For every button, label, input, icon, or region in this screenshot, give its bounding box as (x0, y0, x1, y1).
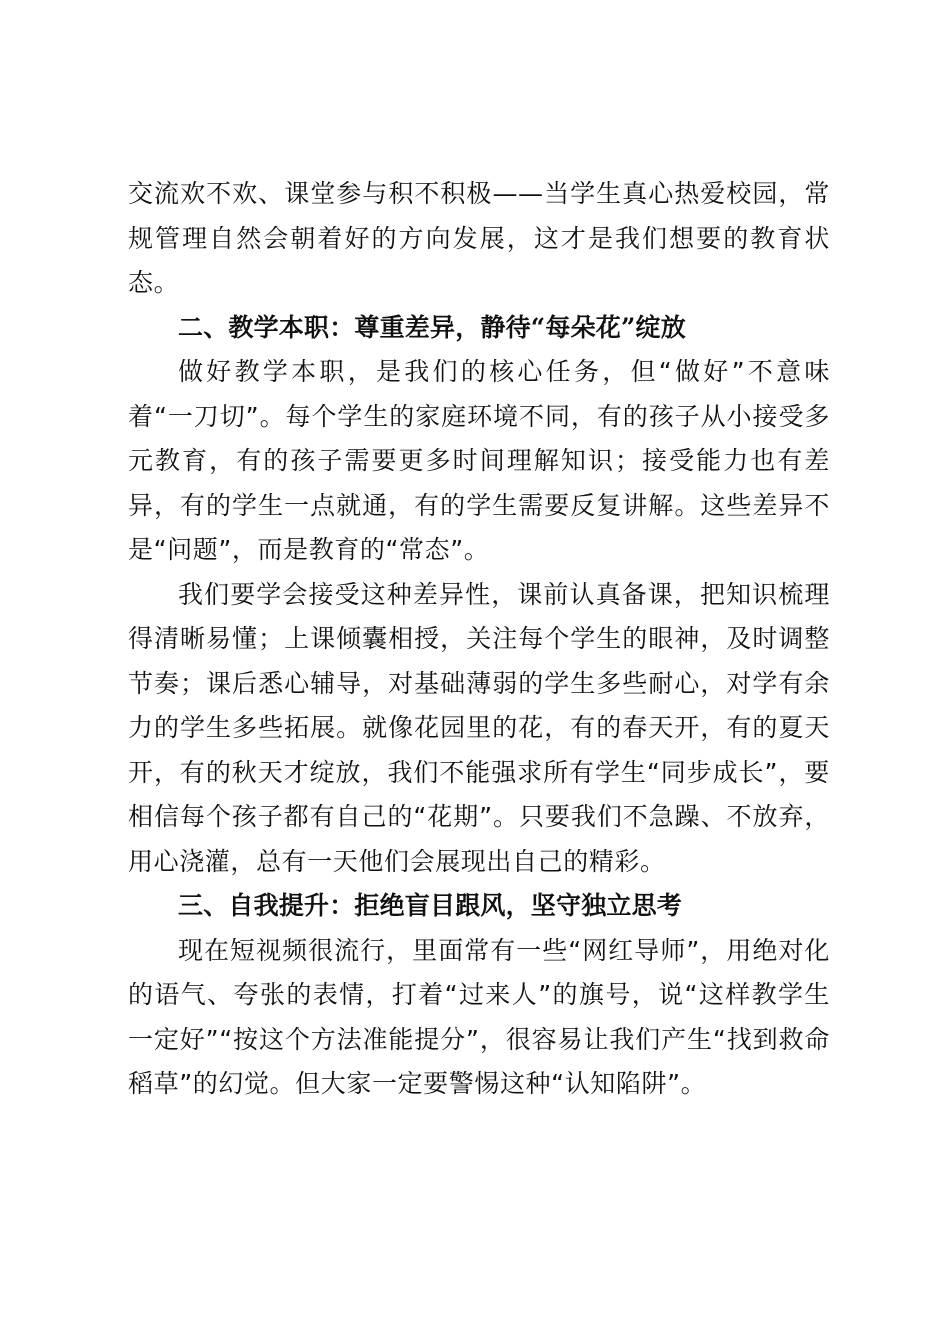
section-heading-teaching-duty: 二、教学本职：尊重差异，静待“每朵花”绽放 (178, 312, 686, 342)
document-body (128, 172, 830, 1107)
section-heading-self-improvement: 三、自我提升：拒绝盲目跟风，坚守独立思考 (178, 891, 683, 920)
paragraph: 做好教学本职，是我们的核心任务，但“做好”不意味着“一刀切”。每个学生的家庭环境不同，有的孩子从小接受多元教育，有的孩子需要更多时间理解知识；接受能力也有差异，有的学生一点就通，有的学生需要反复讲解。这些差异不是“问题”，而是教育的“常态”。 (128, 357, 830, 564)
paragraph-continued: 交流欢不欢、课堂参与积不积极——当学生真心热爱校园，常规管理自然会朝着好的方向发展，这才是我们想要的教育状态。 (128, 179, 830, 297)
paragraph: 我们要学会接受这种差异性，课前认真备课，把知识梳理得清晰易懂；上课倾囊相授，关注每个学生的眼神，及时调整节奏；课后悉心辅导，对基础薄弱的学生多些耐心，对学有余力的学生多些拓展。就像花园里的花，有的春天开，有的夏天开，有的秋天才绽放，我们不能强求所有学生“同步成长”，要相信每个孩子都有自己的“花期”。只要我们不急躁、不放弃，用心浇灌，总有一天他们会展现出自己的精彩。 (128, 579, 830, 876)
paragraph: 现在短视频很流行，里面常有一些“网红导师”，用绝对化的语气、夸张的表情，打着“过来人”的旗号，说“这样教学生一定好”“按这个方法准能提分”，很容易让我们产生“找到救命稻草”的幻觉。但大家一定要警惕这种“认知陷阱”。 (128, 935, 830, 1098)
